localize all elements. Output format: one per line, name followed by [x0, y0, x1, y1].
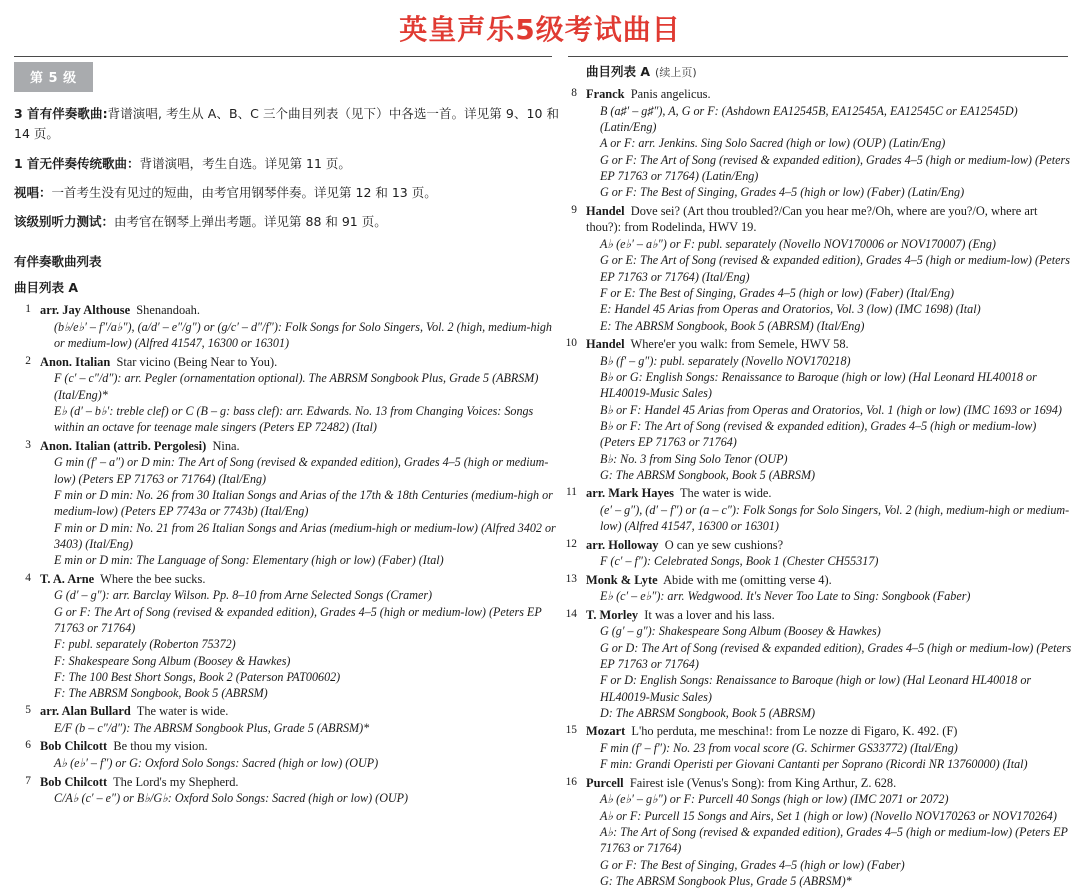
entry-work-title: The water is wide. — [679, 486, 772, 501]
entry-work-title: Panis angelicus. — [630, 87, 711, 101]
entry-number: 10 — [565, 336, 577, 349]
entry-work-title: Star vicino (Being Near to You). — [116, 354, 278, 369]
section-heading-accompanied-songs: 有伴奏歌曲列表 — [14, 254, 102, 270]
header-rule-left — [14, 56, 552, 57]
entry-heading — [586, 775, 1072, 792]
entry-number: 7 — [25, 774, 31, 787]
entry-edition: A♭: The Art of Song (revised & expanded edition), Grades 4–5 (high or medium-low) (Peters EP 71763 or 71764) — [600, 824, 1068, 856]
entry-work-title: It was a lover and his lass. — [644, 607, 775, 622]
requirement-sight-singing — [14, 183, 559, 203]
list-title-left-text: 曲目列表 A — [14, 280, 79, 296]
entry-heading — [40, 571, 559, 588]
entry-number: 13 — [565, 572, 577, 585]
entry-edition: F min (f′ – f″): No. 23 from vocal score (G. Schirmer GS33772) (Ital/Eng) — [600, 740, 958, 755]
entry-number: 1 — [25, 303, 31, 316]
entry-composer: Handel — [586, 336, 625, 351]
entry-heading — [586, 537, 1072, 554]
entry-edition: E♭ (d′ – b♭′: treble clef) or C (B – g: bass clef): arr. Edwards. No. 13 from Changing Voices: Songs within an octave for teenage male singers (Peters EP 72482) (Ital) — [54, 403, 534, 435]
req3-label: 视唱： — [14, 184, 52, 200]
req4-text: 由考官在钢琴上弹出考题。详见第 88 和 91 页。 — [114, 214, 387, 229]
entry-edition: A or F: arr. Jenkins. Sing Solo Sacred (high or low) (OUP) (Latin/Eng) — [600, 136, 946, 151]
entry-edition: G min (f′ – a″) or D min: The Art of Song (revised & expanded edition), Grades 4–5 (high or medium-low) (Peters EP 71763 or 71764) (Ital/Eng) — [54, 455, 549, 486]
entry-work-title: Where the bee sucks. — [100, 571, 206, 586]
entry-edition: C/A♭ (c′ – e″) or B♭/G♭: Oxford Solo Songs: Sacred (high or low) (OUP) — [54, 791, 409, 806]
entry-edition: E♭ (c′ – e♭″): arr. Wedgwood. It's Never Too Late to Sing: Songbook (Faber) — [600, 589, 971, 604]
req3-text: 一首考生没有见过的短曲，由考官用钢琴伴奏。详见第 12 和 13 页。 — [51, 184, 437, 200]
syllabus-entry — [14, 774, 559, 807]
requirement-aural-test — [14, 212, 559, 232]
syllabus-entry — [14, 354, 559, 436]
entry-composer: Anon. Italian — [40, 354, 111, 369]
entry-edition: G or F: The Best of Singing, Grades 4–5 (high or low) (Faber) — [600, 857, 905, 872]
entry-heading — [40, 703, 559, 720]
syllabus-entry — [560, 203, 1072, 334]
list-title-left — [14, 278, 559, 296]
entry-edition: F (c′ – c″/d″): arr. Pegler (ornamentation optional). The ABRSM Songbook Plus, Grade 5 (ABRSM) (Ital/Eng)* — [54, 371, 539, 402]
syllabus-entry — [14, 571, 559, 702]
entry-edition: A♭ (e♭′ – f″) or G: Oxford Solo Songs: Sacred (high or low) (OUP) — [54, 756, 379, 771]
entry-heading — [586, 723, 1072, 740]
entry-edition: B (a♯′ – g♯″), A, G or F: (Ashdown EA12545B, EA12545A, EA12545C or EA12545D) (Latin/Eng) — [600, 103, 1018, 135]
entry-edition: F: The 100 Best Short Songs, Book 2 (Paterson PAT00602) — [54, 669, 341, 684]
entry-composer: T. Morley — [586, 607, 639, 622]
entry-edition: G or F: The Art of Song (revised & expanded edition), Grades 4–5 (high or medium-low) (Peters EP 71763 or 71764) (Latin/Eng) — [600, 152, 1070, 183]
page-title: 英皇声乐5级考试曲目 — [399, 13, 681, 46]
entry-work-title: O can ye sew cushions? — [664, 537, 784, 552]
entry-heading — [586, 203, 1072, 236]
entry-composer: Franck — [586, 87, 625, 101]
syllabus-entry — [14, 302, 559, 351]
entry-edition: F or E: The Best of Singing, Grades 4–5 (high or low) (Faber) (Ital/Eng) — [600, 286, 955, 301]
entry-composer: Monk & Lyte — [586, 572, 658, 587]
syllabus-entry — [560, 723, 1072, 772]
entry-number: 4 — [25, 571, 31, 584]
req1-text: 背谱演唱, 考生从 A、B、C 三个曲目列表（见下）中各选一首。详见第 9、10 和 14 页。 — [14, 106, 559, 142]
entry-work-title: The water is wide. — [136, 704, 229, 719]
entry-composer: Mozart — [586, 724, 626, 739]
entry-edition: D: The ABRSM Songbook, Book 5 (ABRSM) — [600, 705, 816, 720]
entry-edition: (e′ – g″), (d′ – f″) or (a – c″): Folk Songs for Solo Singers, Vol. 2 (high, medium-high or medium-low) (Alfred 41547, 16300 or 16301) — [600, 502, 1070, 534]
entry-number: 6 — [25, 739, 31, 752]
entry-edition: G or D: The Art of Song (revised & expanded edition), Grades 4–5 (high or medium-low) (Peters EP 71763 or 71764) — [600, 640, 1072, 671]
syllabus-entry — [14, 703, 559, 736]
entry-edition: E: The ABRSM Songbook, Book 5 (ABRSM) (Ital/Eng) — [600, 318, 865, 333]
entry-composer: arr. Holloway — [586, 537, 659, 552]
req2-label: 1 首无伴奏传统歌曲： — [14, 155, 140, 171]
entry-edition: A♭ (e♭′ – a♭″) or F: publ. separately (Novello NOV170006 or NOV170007) (Eng) — [600, 237, 996, 252]
entry-heading — [586, 607, 1072, 624]
left-entry-list — [14, 302, 559, 806]
entry-work-title: Abide with me (omitting verse 4). — [663, 572, 832, 587]
entry-edition: F or D: English Songs: Renaissance to Baroque (high or low) (Hal Leonard HL40018 or HL40019-Music Sales) — [600, 673, 1032, 704]
entry-composer: arr. Mark Hayes — [586, 486, 674, 501]
entry-heading — [586, 336, 1072, 353]
entry-work-title: Be thou my vision. — [113, 739, 208, 754]
entry-heading — [40, 774, 559, 791]
entry-composer: arr. Jay Althouse — [40, 303, 131, 318]
entry-number: 3 — [25, 438, 31, 451]
entry-composer: arr. Alan Bullard — [40, 704, 131, 719]
entry-number: 11 — [566, 486, 577, 499]
entry-edition: G or F: The Best of Singing, Grades 4–5 (high or low) (Faber) (Latin/Eng) — [600, 185, 965, 200]
entry-edition: B♭: No. 3 from Sing Solo Tenor (OUP) — [600, 451, 788, 466]
requirement-songs-with-accompaniment — [14, 104, 559, 145]
entry-composer: Handel — [586, 203, 625, 218]
entry-work-title: Where'er you walk: from Semele, HWV 58. — [630, 336, 849, 351]
grade-badge: 第 5 级 — [14, 62, 93, 92]
entry-number: 9 — [571, 203, 577, 216]
entry-number: 16 — [565, 775, 577, 788]
syllabus-entry — [560, 775, 1072, 890]
syllabus-entry — [14, 438, 559, 569]
entry-composer: T. A. Arne — [40, 571, 95, 586]
syllabus-entry — [14, 738, 559, 771]
entry-edition: B♭ or F: The Art of Song (revised & expanded edition), Grades 4–5 (high or medium-low) (Peters EP 71763 or 71764) — [600, 418, 1037, 450]
entry-composer: Bob Chilcott — [40, 774, 108, 789]
entry-edition: G: The ABRSM Songbook, Book 5 (ABRSM) — [600, 467, 816, 482]
entry-edition: F (c′ – f″): Celebrated Songs, Book 1 (Chester CH55317) — [600, 554, 879, 569]
syllabus-entry — [560, 537, 1072, 570]
req2-text: 背谱演唱，考生自选。详见第 11 页。 — [139, 155, 351, 171]
entry-number: 8 — [571, 87, 577, 99]
entry-number: 5 — [25, 704, 31, 717]
entry-edition: G: The ABRSM Songbook Plus, Grade 5 (ABRSM)* — [600, 873, 852, 888]
entry-edition: B♭ or F: Handel 45 Arias from Operas and Oratorios, Vol. 1 (high or low) (IMC 1693 or 1694) — [600, 402, 1062, 417]
entry-heading — [40, 738, 559, 755]
entry-work-title: Shenandoah. — [136, 303, 200, 318]
right-column — [560, 62, 1072, 891]
entry-work-title: Dove sei? (Art thou troubled?/Can you hear me?/Oh, where are you?/O, where art thou?): from Rodelinda, HWV 19. — [586, 203, 1038, 235]
list-title-right-continued: (续上页) — [655, 66, 697, 79]
entry-composer: Purcell — [586, 775, 624, 790]
entry-edition: E min or D min: The Language of Song: Elementary (high or low) (Faber) (Ital) — [54, 553, 444, 568]
entry-heading — [40, 354, 559, 371]
entry-work-title: The Lord's my Shepherd. — [113, 774, 239, 789]
entry-edition: G or F: The Art of Song (revised & expanded edition), Grades 4–5 (high or medium-low) (Peters EP 71763 or 71764) — [54, 604, 542, 635]
entry-edition: G (g′ – g″): Shakespeare Song Album (Boosey & Hawkes) — [600, 624, 881, 639]
entry-work-title: L'ho perduta, me meschina!: from Le nozze di Figaro, K. 492. (F) — [631, 724, 958, 739]
entry-work-title: Nina. — [212, 438, 240, 453]
entry-number: 14 — [565, 607, 577, 620]
entry-edition: (b♭/e♭′ – f″/a♭″), (a/d′ – e″/g″) or (g/c′ – d″/f″): Folk Songs for Solo Singers, Vol. 2 (high, medium-high or medium-low) (Alfred 41547, 16300 or 16301) — [54, 319, 552, 351]
entry-work-title: Fairest isle (Venus's Song): from King Arthur, Z. 628. — [629, 775, 897, 790]
syllabus-entry — [560, 607, 1072, 722]
requirement-unaccompanied-song — [14, 154, 559, 174]
header-rule-right — [568, 56, 1068, 57]
right-entry-list — [560, 86, 1072, 889]
entry-edition: A♭ or F: Purcell 15 Songs and Airs, Set 1 (high or low) (Novello NOV170263 or NOV170264) — [600, 808, 1057, 823]
entry-composer: Bob Chilcott — [40, 739, 108, 754]
entry-heading — [586, 572, 1072, 589]
entry-edition: E/F (b – c″/d″): The ABRSM Songbook Plus, Grade 5 (ABRSM)* — [54, 721, 370, 736]
syllabus-entry — [560, 485, 1072, 534]
entry-number: 15 — [565, 724, 577, 737]
entry-edition: F: Shakespeare Song Album (Boosey & Hawkes) — [54, 653, 291, 668]
entry-edition: F: The ABRSM Songbook, Book 5 (ABRSM) — [54, 686, 268, 701]
syllabus-entry — [560, 572, 1072, 605]
entry-edition: F min or D min: No. 26 from 30 Italian Songs and Arias of the 17th & 18th Centuries (medium-high or medium-low) (Peters EP 7743a or 7743b) (Ital/Eng) — [54, 487, 553, 519]
entry-heading — [40, 438, 559, 455]
entry-edition: A♭ (e♭′ – g♭″) or F: Purcell 40 Songs (high or low) (IMC 2071 or 2072) — [600, 792, 949, 807]
entry-edition: G or E: The Art of Song (revised & expanded edition), Grades 4–5 (high or medium-low) (Peters EP 71763 or 71764) (Ital/Eng) — [600, 253, 1070, 284]
entry-number: 12 — [565, 537, 577, 550]
syllabus-entry — [560, 86, 1072, 201]
entry-edition: E: Handel 45 Arias from Operas and Oratorios, Vol. 3 (low) (IMC 1698) (Ital) — [600, 302, 981, 317]
entry-composer: Anon. Italian (attrib. Pergolesi) — [40, 438, 207, 453]
entry-edition: G (d′ – g″): arr. Barclay Wilson. Pp. 8–10 from Arne Selected Songs (Cramer) — [54, 588, 433, 603]
entry-heading — [586, 86, 1072, 103]
entry-edition: B♭ (f′ – g″): publ. separately (Novello NOV170218) — [600, 353, 851, 368]
entry-edition: F min: Grandi Operisti per Giovani Cantanti per Soprano (Ricordi NR 13760000) (Ital) — [600, 757, 1028, 772]
entry-edition: F: publ. separately (Roberton 75372) — [54, 637, 236, 652]
req1-label: 3 首有伴奏歌曲: — [14, 106, 108, 121]
entry-edition: B♭ or G: English Songs: Renaissance to Baroque (high or low) (Hal Leonard HL40018 or HL40019-Music Sales) — [600, 370, 1037, 401]
list-title-right-text: 曲目列表 A — [586, 64, 651, 79]
left-column — [14, 62, 559, 809]
entry-heading — [586, 485, 1072, 502]
syllabus-entry — [560, 336, 1072, 483]
list-title-right — [560, 62, 1072, 80]
req4-label: 该级别听力测试： — [14, 214, 115, 229]
entry-heading — [40, 302, 559, 319]
entry-number: 2 — [25, 354, 31, 367]
entry-edition: F min or D min: No. 21 from 26 Italian Songs and Arias (medium-high or medium-low) (Alfred 3402 or 3403) (Ital/Eng) — [54, 520, 556, 551]
